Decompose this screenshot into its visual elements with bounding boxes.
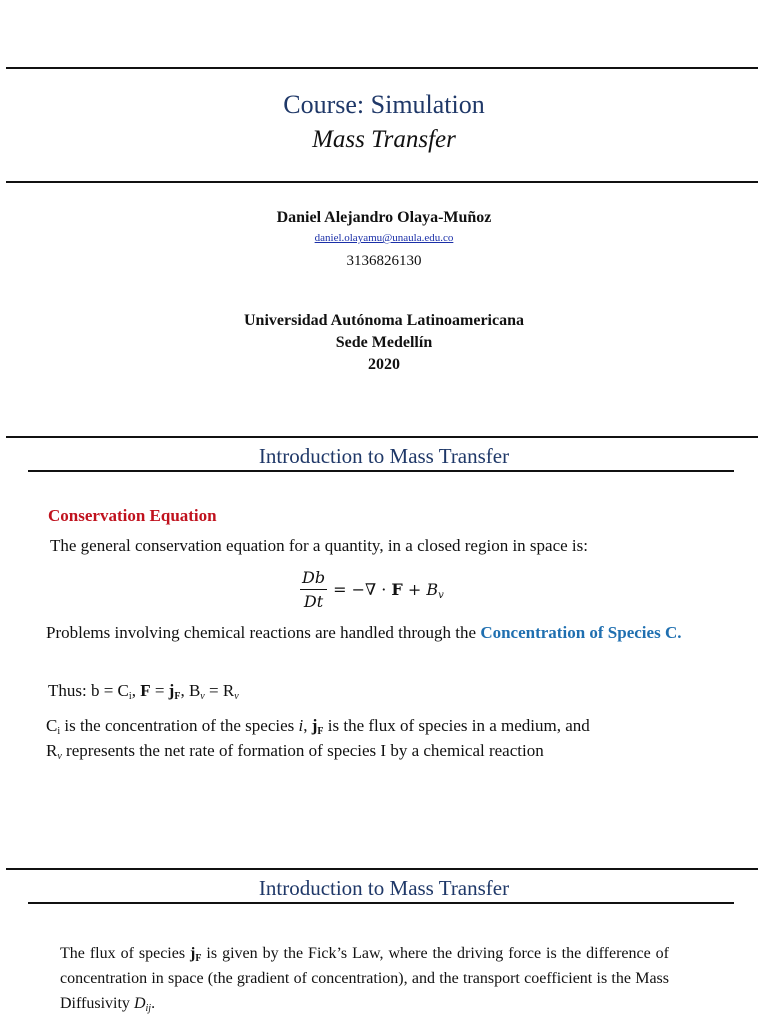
- desc-t4: represents the net rate of formation of species I by a chemical reaction: [61, 741, 544, 760]
- campus-name: Sede Medellín: [335, 334, 433, 351]
- desc-c: C: [46, 716, 58, 735]
- thus-eq: =: [150, 681, 169, 700]
- thus-comma2: , B: [180, 681, 201, 700]
- equation-plus: +: [402, 580, 427, 599]
- equation-denominator: Dt: [303, 592, 324, 611]
- problems-text-main: Problems involving chemical reactions are handled through the: [46, 623, 481, 642]
- thus-line: [48, 678, 738, 703]
- desc-t2: ,: [303, 716, 312, 735]
- conservation-equation: [300, 568, 600, 611]
- slide2-top-rule: [6, 436, 758, 438]
- equation-numerator: Db: [302, 568, 326, 587]
- slide2-title-rule: [28, 470, 734, 472]
- course-title: Course: Simulation: [283, 90, 485, 119]
- fick-t3: .: [151, 995, 156, 1012]
- fick-law-text: [60, 941, 669, 1016]
- desc-t3: is the flux of species in a medium, and: [323, 716, 590, 735]
- species-description: [46, 713, 746, 763]
- slide2-title: Introduction to Mass Transfer: [258, 444, 510, 468]
- thus-c-sub: i: [128, 691, 132, 702]
- equation-F: F: [391, 580, 403, 599]
- thus-j: j: [168, 681, 175, 700]
- year: 2020: [368, 356, 400, 373]
- slide3-title: Introduction to Mass Transfer: [258, 876, 510, 900]
- equation-B: B: [426, 580, 439, 599]
- desc-j: j: [311, 716, 318, 735]
- fick-d: D: [133, 995, 146, 1012]
- thus-r-sub: v: [234, 691, 239, 702]
- slide3-title-rule: [28, 902, 734, 904]
- desc-i: i: [298, 716, 304, 735]
- equation-rhs-prefix: = −∇ ·: [333, 580, 392, 599]
- desc-r-sub: v: [57, 751, 62, 762]
- thus-j-sub: F: [174, 691, 181, 702]
- desc-r: R: [46, 741, 58, 760]
- desc-t1: is the concentration of the species: [60, 716, 299, 735]
- thus-comma1: ,: [131, 681, 141, 700]
- equation-B-sub: v: [438, 590, 444, 601]
- thus-prefix: Thus: b = C: [48, 681, 129, 700]
- top-rule: [6, 67, 758, 69]
- desc-c-sub: i: [57, 726, 61, 737]
- fick-j-sub: F: [195, 953, 202, 964]
- author-email-link[interactable]: daniel.olayamu@unaula.edu.co: [314, 232, 454, 244]
- desc-j-sub: F: [317, 726, 324, 737]
- fick-d-sub: ij: [145, 1003, 152, 1014]
- course-subtitle: Mass Transfer: [312, 126, 456, 153]
- problems-text: [46, 620, 736, 645]
- fraction-bar: [300, 589, 327, 590]
- author-name: Daniel Alejandro Olaya-Muñoz: [276, 209, 492, 226]
- fick-t2: is given by the Fick’s Law, where the driving force is the difference of concentration in space (the gradient of concentration), and the transport coefficient is the Mass Diffusivity: [60, 945, 669, 1012]
- thus-eq2: = R: [204, 681, 235, 700]
- thus-F: F: [140, 681, 151, 700]
- intro-text: The general conservation equation for a quantity, in a closed region in space is:: [50, 536, 588, 555]
- fick-j: j: [190, 945, 196, 962]
- title-bottom-rule: [6, 181, 758, 183]
- thus-b-sub: v: [200, 691, 205, 702]
- problems-highlight: Concentration of Species C.: [480, 623, 682, 642]
- slide3-top-rule: [6, 868, 758, 870]
- institution-name: Universidad Autónoma Latinoamericana: [243, 312, 524, 329]
- author-email-line: [0, 232, 768, 244]
- equation-fraction: [300, 568, 327, 611]
- section-heading: Conservation Equation: [48, 506, 217, 525]
- equation-rhs: [333, 580, 444, 599]
- author-phone: 3136826130: [346, 253, 422, 269]
- fick-t1: The flux of species: [60, 945, 191, 962]
